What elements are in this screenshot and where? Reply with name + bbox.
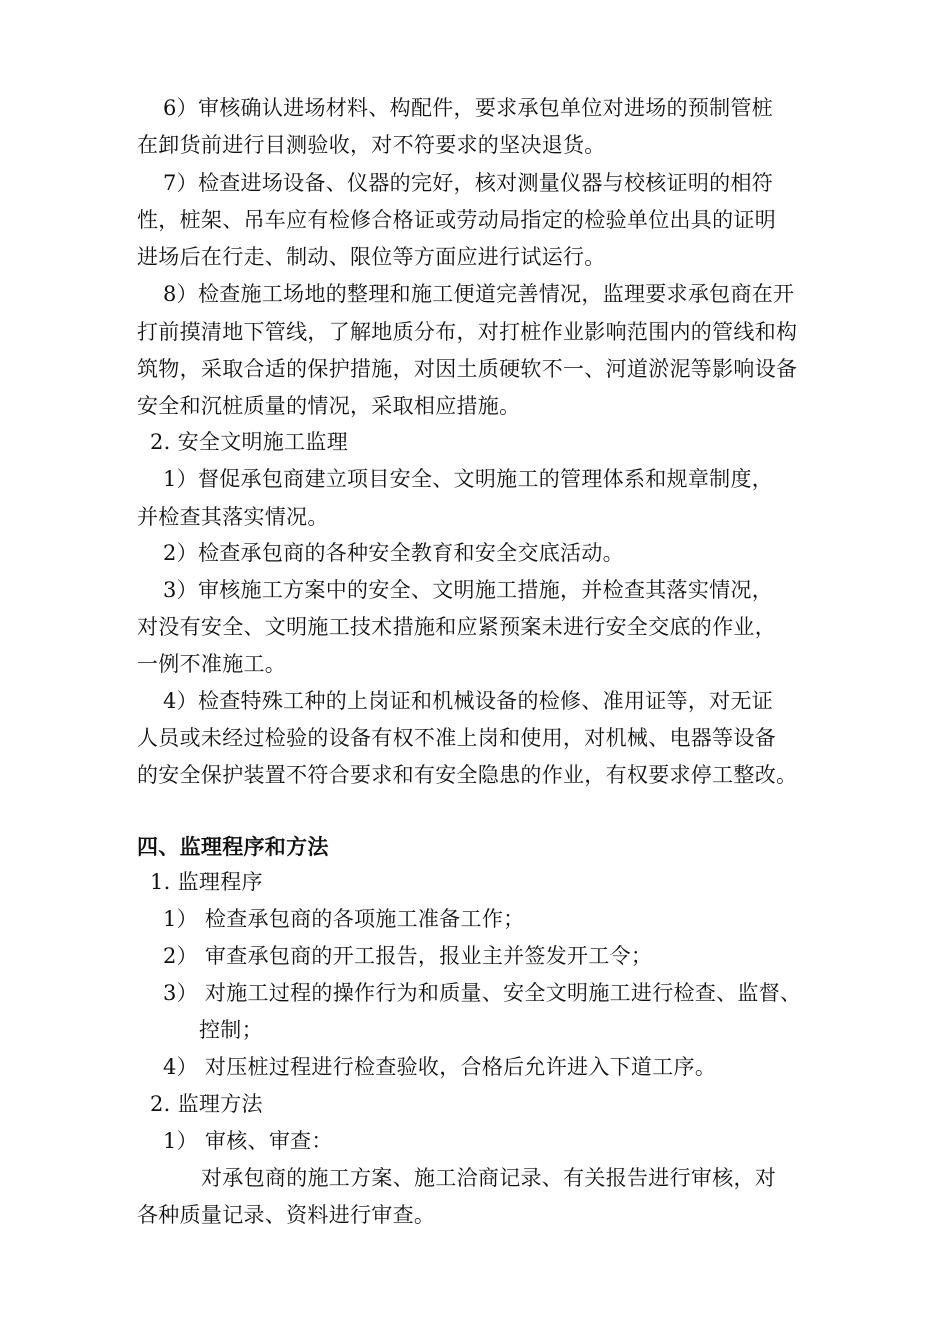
text-line: 的安全保护装置不符合要求和有安全隐患的作业，有权要求停工整改。: [137, 763, 798, 787]
subheading: 1. 监理程序: [150, 870, 263, 894]
list-item: 1） 检查承包商的各项施工准备工作；: [163, 907, 525, 931]
text-line: 2）检查承包商的各种安全教育和安全交底活动。: [163, 541, 624, 565]
text-line: 对没有安全、文明施工技术措施和应紧预案未进行安全交底的作业，: [137, 615, 776, 639]
text-line: 一例不准施工。: [137, 652, 287, 676]
text-line: 打前摸清地下管线，了解地质分布，对打桩作业影响范围内的管线和构: [137, 320, 798, 344]
subheading: 2. 安全文明施工监理: [150, 430, 349, 454]
text-line: 7）检查进场设备、仪器的完好，核对测量仪器与校核证明的相符: [163, 171, 774, 195]
text-line: 并检查其落实情况。: [137, 505, 329, 529]
text-line: 1）督促承包商建立项目安全、文明施工的管理体系和规章制度，: [163, 467, 774, 491]
text-line: 3）审核施工方案中的安全、文明施工措施，并检查其落实情况，: [163, 578, 774, 602]
text-line: 性，桩架、吊车应有检修合格证或劳动局指定的检验单位出具的证明: [137, 208, 776, 232]
text-line: 各种质量记录、资料进行审查。: [137, 1203, 436, 1227]
subheading: 2. 监理方法: [150, 1092, 263, 1116]
text-line: 进场后在行走、制动、限位等方面应进行试运行。: [137, 245, 606, 269]
section-heading: 四、监理程序和方法: [137, 834, 329, 859]
text-line: 8）检查施工场地的整理和施工便道完善情况，监理要求承包商在开: [163, 282, 795, 306]
text-line: 6）审核确认进场材料、构配件，要求承包单位对进场的预制管桩: [163, 96, 774, 120]
text-line: 在卸货前进行目测验收，对不符要求的坚决退货。: [137, 133, 606, 157]
list-item: 3） 对施工过程的操作行为和质量、安全文明施工进行检查、监督、: [163, 981, 802, 1005]
list-item: 2） 审查承包商的开工报告，报业主并签发开工令；: [163, 944, 653, 968]
text-line: 安全和沉桩质量的情况，采取相应措施。: [137, 394, 521, 418]
list-item: 4） 对压桩过程进行检查验收，合格后允许进入下道工序。: [163, 1055, 717, 1079]
list-item: 1） 审核、审查：: [163, 1129, 333, 1153]
text-line: 4）检查特殊工种的上岗证和机械设备的检修、准用证等，对无证: [163, 689, 774, 713]
text-line: 筑物，采取合适的保护措施，对因土质硬软不一、河道淤泥等影响设备: [137, 357, 798, 381]
text-line: 人员或未经过检验的设备有权不准上岗和使用，对机械、电器等设备: [137, 726, 776, 750]
text-line: 对承包商的施工方案、施工洽商记录、有关报告进行审核，对: [201, 1166, 777, 1190]
list-item-continuation: 控制；: [199, 1018, 263, 1042]
